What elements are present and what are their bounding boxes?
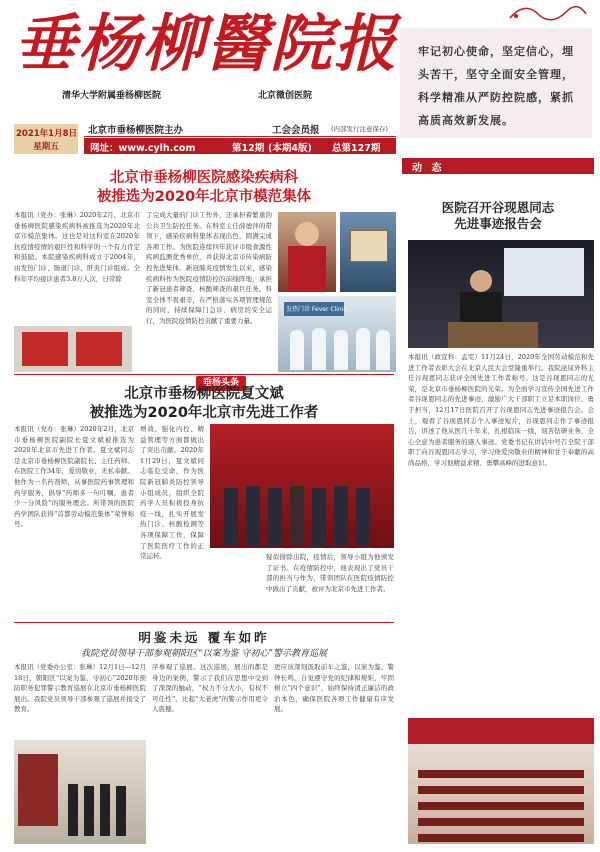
divider	[14, 374, 394, 375]
member-label: 工会会员报	[272, 125, 320, 136]
issue-period: 第12期	[232, 143, 265, 154]
article3-column-3: 更应该深刻汲取前车之鉴，以案为鉴，警钟长鸣，自觉遵守党的纪律和规矩，牢固树立“四个意识”，始终保持清正廉洁的政治本色，确保医院各项工作健康有序发展。	[274, 663, 394, 714]
article2-title-line1: 北京市垂杨柳医院夏文斌	[124, 386, 284, 402]
sidebar-headline-line2: 先进事迹报告会	[454, 216, 542, 231]
headline-badge: 垂杨头条	[196, 376, 246, 391]
article1-photo-award	[340, 212, 396, 292]
article1-photo-fever-clinic	[278, 296, 396, 372]
issue-weekday: 星期五	[33, 142, 59, 152]
section-label: 动 态	[412, 163, 445, 174]
sidebar-headline-line1: 医院召开谷现恩同志	[441, 200, 555, 215]
article3-column-2: 序参观了巡展。这次巡展，展出的都是身边的案例，警示了我们在思想中受到了深深的触动，“权力不分大小，有权不可任性”，比起“大老虎”的警示作用更令人震撼。	[152, 663, 268, 714]
article2-column-3: 疑似排除出院，疫情后，领导小组为他颁发了证书。在疫情防控中，他表现出了党员干部的担当与作为，带领团队在医院疫情防控中做出了贡献，被评为北京市先进工作者。	[266, 553, 394, 593]
partner-hospital-right: 北京微创医院	[258, 91, 313, 101]
fever-clinic-sign: 发热门诊 Fever Clinic	[286, 306, 347, 313]
article1-photo-portrait	[278, 212, 336, 292]
divider	[14, 622, 394, 623]
website-url[interactable]: 网址：www.cylh.com	[90, 143, 196, 154]
member-note: (内部发行注意保存)	[331, 125, 389, 133]
article2-photo-award-ceremony	[210, 424, 394, 548]
article1-title-line2: 被推选为2020年北京市模范集体	[96, 189, 312, 205]
article2-column-1: 本报讯（党办：张琳）2020年2月，北京市垂杨柳医院副院长夏文斌被推选为2020年北京市先进工作者。夏文斌同志是北京市垂杨柳医院副院长、主任药师。在医院工作34年，爱岗敬业，无私奉献。他作为一名药剂师，从事医院药事管理和药学服务，倡导“药师多一句叮嘱，患者少一分风险”的服务理念。所带领的医院药学团队获得“首都劳动模范集体”荣誉称号。	[14, 425, 134, 529]
article3-title: 明鉴未远 覆车如昨	[138, 630, 270, 645]
article1-column-1: 本报讯（党办：张琳）2020年2月，北京市垂杨柳医院感染疾病科被推选为2020年北京市模范集体。这也是对这科室在2020年抗疫情疫情的艰巨性和科学的一个有力肯定和鼓励。本院感染疾病科成立于2004年，由发热门诊、肠道门诊、肝炎门诊组成。全科年平均接诊患者3.8万人次，日常除	[14, 211, 140, 283]
article1-column-2: 了完成大量的门诊工作外，还承担着繁重的公共卫生防控任务。在科室主任薛德萍的带领下，感染疾病科集体表现出色，圆满完成各项工作。为医院连续四年获评市级食源性疾病监测优秀单位，并获得北京市传染病防控先进集体。新冠肺炎疫情发生以来，感染疾病科作为医院疫情防控的前线阵地，承担了新冠患者筛查、核酸筛查的艰巨任务。科室全体不畏艰辛，在严格落实各项管理规范的同时，持续保障门急诊、病房的安全运行，为医院疫情防控贡献了重要力量。	[146, 211, 272, 325]
sidebar-photo-speaker	[408, 240, 594, 348]
newspaper-logo: 垂杨柳醫院报	[14, 7, 399, 80]
issue-date: 2021年1月8日	[16, 129, 77, 139]
article1-photo-certificates	[14, 326, 132, 372]
sidebar-article-body: 本报讯（政宣科：孟雯）11月24日，2020年全国劳动模范和先进工作者表彰大会在北京人民大会堂隆重举行。我院泌尿外科主任谷现恩同志获评全国先进工作者称号。这是谷现恩同志的光荣，是北京市垂杨柳医院的光荣。为全面学习宣传全国先进工作者谷现恩同志的先进事迹，激励广大干部职工立足本职岗位、勇于担当，12月17日医院召开了谷现恩同志先进事迹报告会。会上，观看了谷现恩同志个人事迹短片，谷现恩同志作了事迹报告，讲述了他从医几十年来，扎根临床一线，刻苦钻研业务，全心全意为患者服务的感人事迹。党委书记在讲话中号召全院干部职工向谷现恩同志学习，学习他爱岗敬业的精神和甘于奉献的高尚品格，学习他精益求精、勇攀高峰的进取意识。	[408, 353, 594, 467]
article3-photo-exhibition	[14, 740, 146, 844]
article2-title-line2: 被推选为2020年北京市先进工作者	[89, 405, 319, 421]
issue-total: 总第127期	[332, 143, 381, 154]
article2-column-2: 增效、强化内控、精益管理等方面都做出了突出贡献。2020年1月29日，夏文斌同志临危受命，作为医院新冠肺炎防控领导小组成员，组织全院药学人员积极投身抗疫一线，扎实开展发热门诊、核酸检测等各项保障工作，保障了医院医疗工作的正常运转。	[140, 425, 204, 561]
article3-subtitle: 我院党员领导干部参观朝阳区“以案为鉴 守初心”警示教育巡展	[80, 649, 328, 659]
partner-hospital-left: 清华大学附属垂杨柳医院	[62, 91, 162, 101]
sidebar-photo-auditorium	[408, 718, 594, 844]
article3-column-1: 本报讯（党委办公室：张琳）12月1日—12月18日，朝阳区“以案为鉴、守初心”2020年预防职务犯罪警示教育巡展在北京市垂杨柳医院展出。我院党员领导干部参观了巡展并接受了教育。	[14, 663, 146, 714]
sponsor-label: 北京市垂杨柳医院主办	[88, 125, 184, 136]
issue-edition: (本期4版)	[268, 143, 312, 154]
decorative-flourish-icon	[508, 4, 588, 24]
slogan-text: 牢记初心使命，坚定信心，埋头苦干，坚守全面安全管理，科学精准从严防控院感，紧抓高质高效新发展。	[418, 45, 574, 127]
article1-title-line1: 北京市垂杨柳医院感染疾病科	[109, 170, 299, 186]
